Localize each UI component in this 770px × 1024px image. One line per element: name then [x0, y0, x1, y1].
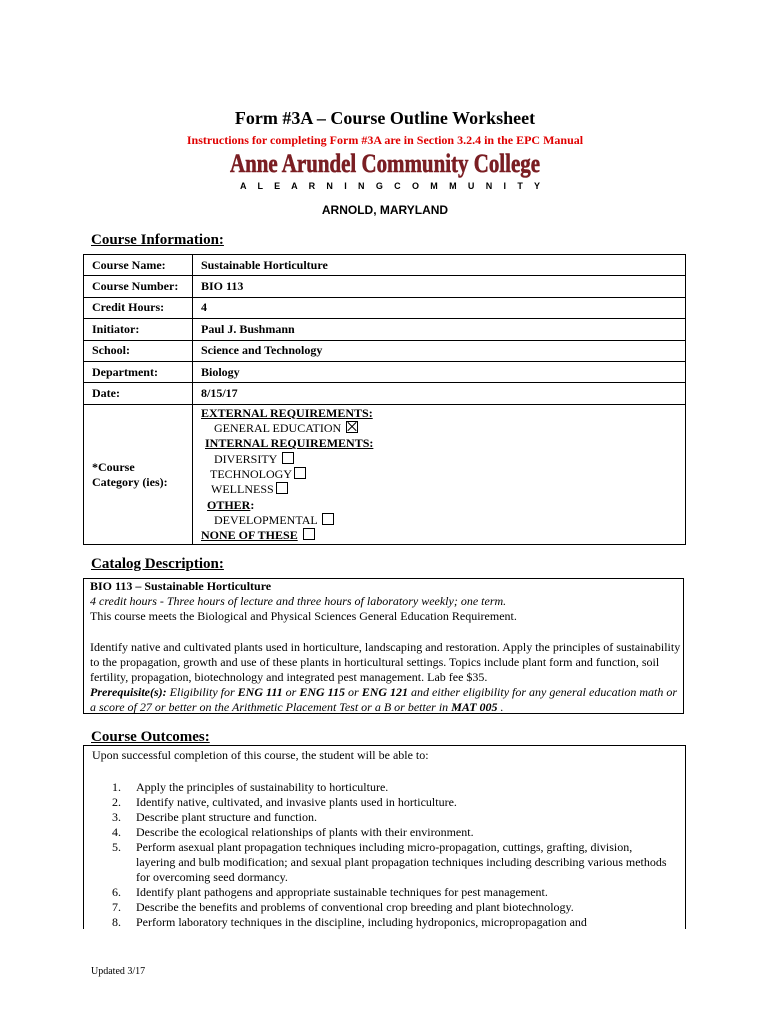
category-label-line-2: Category (ies):: [92, 474, 168, 489]
prereq-or: or: [345, 685, 362, 700]
course-information-table: [83, 254, 686, 545]
outcome-number: 3.: [112, 810, 121, 824]
prereq-eng111: ENG 111: [237, 685, 283, 700]
wellness-label: WELLNESS: [211, 482, 274, 497]
outcome-item: [98, 885, 673, 900]
outcome-text: Identify plant pathogens and appropriate sustainable techniques for pest management.: [136, 885, 548, 899]
info-row: [84, 319, 686, 340]
prereq-or: or: [282, 685, 300, 700]
developmental-checkbox[interactable]: [322, 513, 334, 525]
category-label: [84, 404, 193, 545]
info-row: [84, 255, 686, 276]
prereq-text: and either eligibility for any general education math or a score of 27 or better on the Arithmetic Placement Test or a B or better in: [90, 685, 678, 715]
other-colon: :: [250, 497, 255, 512]
outcome-text: Apply the principles of sustainability to horticulture.: [136, 780, 389, 794]
prereq-eng115: ENG 115: [299, 685, 346, 700]
external-requirements-heading: EXTERNAL REQUIREMENTS:: [201, 405, 373, 420]
info-label: School:: [84, 340, 193, 361]
outcomes-list: [98, 780, 673, 930]
info-label: Credit Hours:: [84, 297, 193, 318]
prereq-text: Eligibility for: [166, 685, 238, 700]
prereq-mat005: MAT 005: [451, 700, 498, 715]
outcomes-intro: Upon successful completion of this course, the student will be able to:: [92, 748, 429, 762]
outcome-text: Describe the ecological relationships of plants with their environment.: [136, 825, 474, 839]
technology-label: TECHNOLOGY: [210, 466, 292, 481]
outcome-text: Perform laboratory techniques in the discipline, including hydroponics, micropropagation and: [136, 915, 587, 929]
general-education-checkbox[interactable]: [346, 421, 358, 433]
info-row: [84, 297, 686, 318]
outcome-number: 5.: [112, 840, 121, 854]
college-location: ARNOLD, MARYLAND: [321, 203, 449, 217]
catalog-description-box: [83, 578, 684, 714]
logo-name: Anne Arundel Community College: [230, 149, 540, 178]
catalog-course-title: BIO 113 – Sustainable Horticulture: [90, 579, 272, 593]
outcome-item: [98, 900, 673, 915]
logo-tagline: A L E A R N I N G C O M M U N I T Y: [240, 181, 540, 191]
wellness-checkbox[interactable]: [276, 482, 288, 494]
category-label-line-1: *Course: [92, 459, 135, 474]
category-options: [193, 404, 686, 545]
outcome-number: 6.: [112, 885, 121, 899]
prereq-end: .: [497, 700, 504, 715]
info-value: 8/15/17: [193, 383, 686, 404]
page-title: Form #3A – Course Outline Worksheet: [234, 108, 536, 128]
other-heading: OTHER: [207, 497, 251, 512]
outcome-item: [98, 915, 673, 930]
info-row: [84, 340, 686, 361]
outcome-number: 4.: [112, 825, 121, 839]
course-information-heading: Course Information:: [91, 232, 224, 248]
outcome-number: 8.: [112, 915, 121, 929]
outcome-text: Perform asexual plant propagation techniques including micro-propagation, cuttings, grafting, division, layering and bulb modification; and sexual plant propagation techniques including describing various methods for overcoming seed dormancy.: [136, 840, 667, 884]
outcome-text: Describe the benefits and problems of conventional crop breeding and plant biotechnology.: [136, 900, 574, 914]
footer-updated: Updated 3/17: [91, 966, 146, 977]
course-outcomes-box: [83, 745, 686, 929]
catalog-gen-ed-note: This course meets the Biological and Physical Sciences General Education Requirement.: [90, 609, 517, 624]
prereq-label: Prerequisite(s):: [90, 685, 167, 700]
info-label: Course Name:: [84, 255, 193, 276]
outcome-number: 7.: [112, 900, 121, 914]
info-row: [84, 276, 686, 297]
diversity-label: DIVERSITY: [214, 451, 277, 466]
info-value: BIO 113: [193, 276, 686, 297]
info-value: Sustainable Horticulture: [193, 255, 686, 276]
info-value: Science and Technology: [193, 340, 686, 361]
instructions-note: Instructions for completing Form #3A are in Section 3.2.4 in the EPC Manual: [186, 133, 584, 147]
info-row: [84, 383, 686, 404]
info-value: Biology: [193, 361, 686, 382]
info-label: Initiator:: [84, 319, 193, 340]
diversity-checkbox[interactable]: [282, 452, 294, 464]
outcome-text: Describe plant structure and function.: [136, 810, 317, 824]
catalog-description-heading: Catalog Description:: [91, 556, 224, 572]
info-row: [84, 361, 686, 382]
outcome-item: [98, 795, 673, 810]
info-label: Course Number:: [84, 276, 193, 297]
outcome-number: 2.: [112, 795, 121, 809]
none-of-these-checkbox[interactable]: [303, 528, 315, 540]
category-row: [84, 404, 686, 545]
course-outcomes-heading: Course Outcomes:: [91, 729, 210, 745]
catalog-description-text: Identify native and cultivated plants used in horticulture, landscaping and restoration. Apply the principles of sustainability to the propagation, growth and use of these plants in horticultural settings. Topics include plant form and function, soil fertility, propagation, biotechnology and integrated pest management. Lab fee $35.: [90, 639, 681, 685]
outcome-item: [98, 780, 673, 795]
technology-checkbox[interactable]: [294, 467, 306, 479]
developmental-label: DEVELOPMENTAL: [214, 512, 318, 527]
outcome-number: 1.: [112, 780, 121, 794]
none-of-these-label: NONE OF THESE: [201, 528, 298, 543]
info-label: Date:: [84, 383, 193, 404]
outcome-text: Identify native, cultivated, and invasive plants used in horticulture.: [136, 795, 457, 809]
info-value: 4: [193, 297, 686, 318]
outcome-item: [98, 840, 673, 885]
prereq-eng121: ENG 121: [361, 685, 409, 700]
info-value: Paul J. Bushmann: [193, 319, 686, 340]
internal-requirements-heading: INTERNAL REQUIREMENTS:: [205, 436, 374, 451]
outcome-item: [98, 825, 673, 840]
outcome-item: [98, 810, 673, 825]
college-logo: [225, 147, 545, 195]
general-education-label: GENERAL EDUCATION: [214, 421, 342, 436]
catalog-prerequisites: [90, 685, 683, 715]
catalog-hours: 4 credit hours - Three hours of lecture and three hours of laboratory weekly; one term.: [90, 594, 507, 609]
info-label: Department:: [84, 361, 193, 382]
